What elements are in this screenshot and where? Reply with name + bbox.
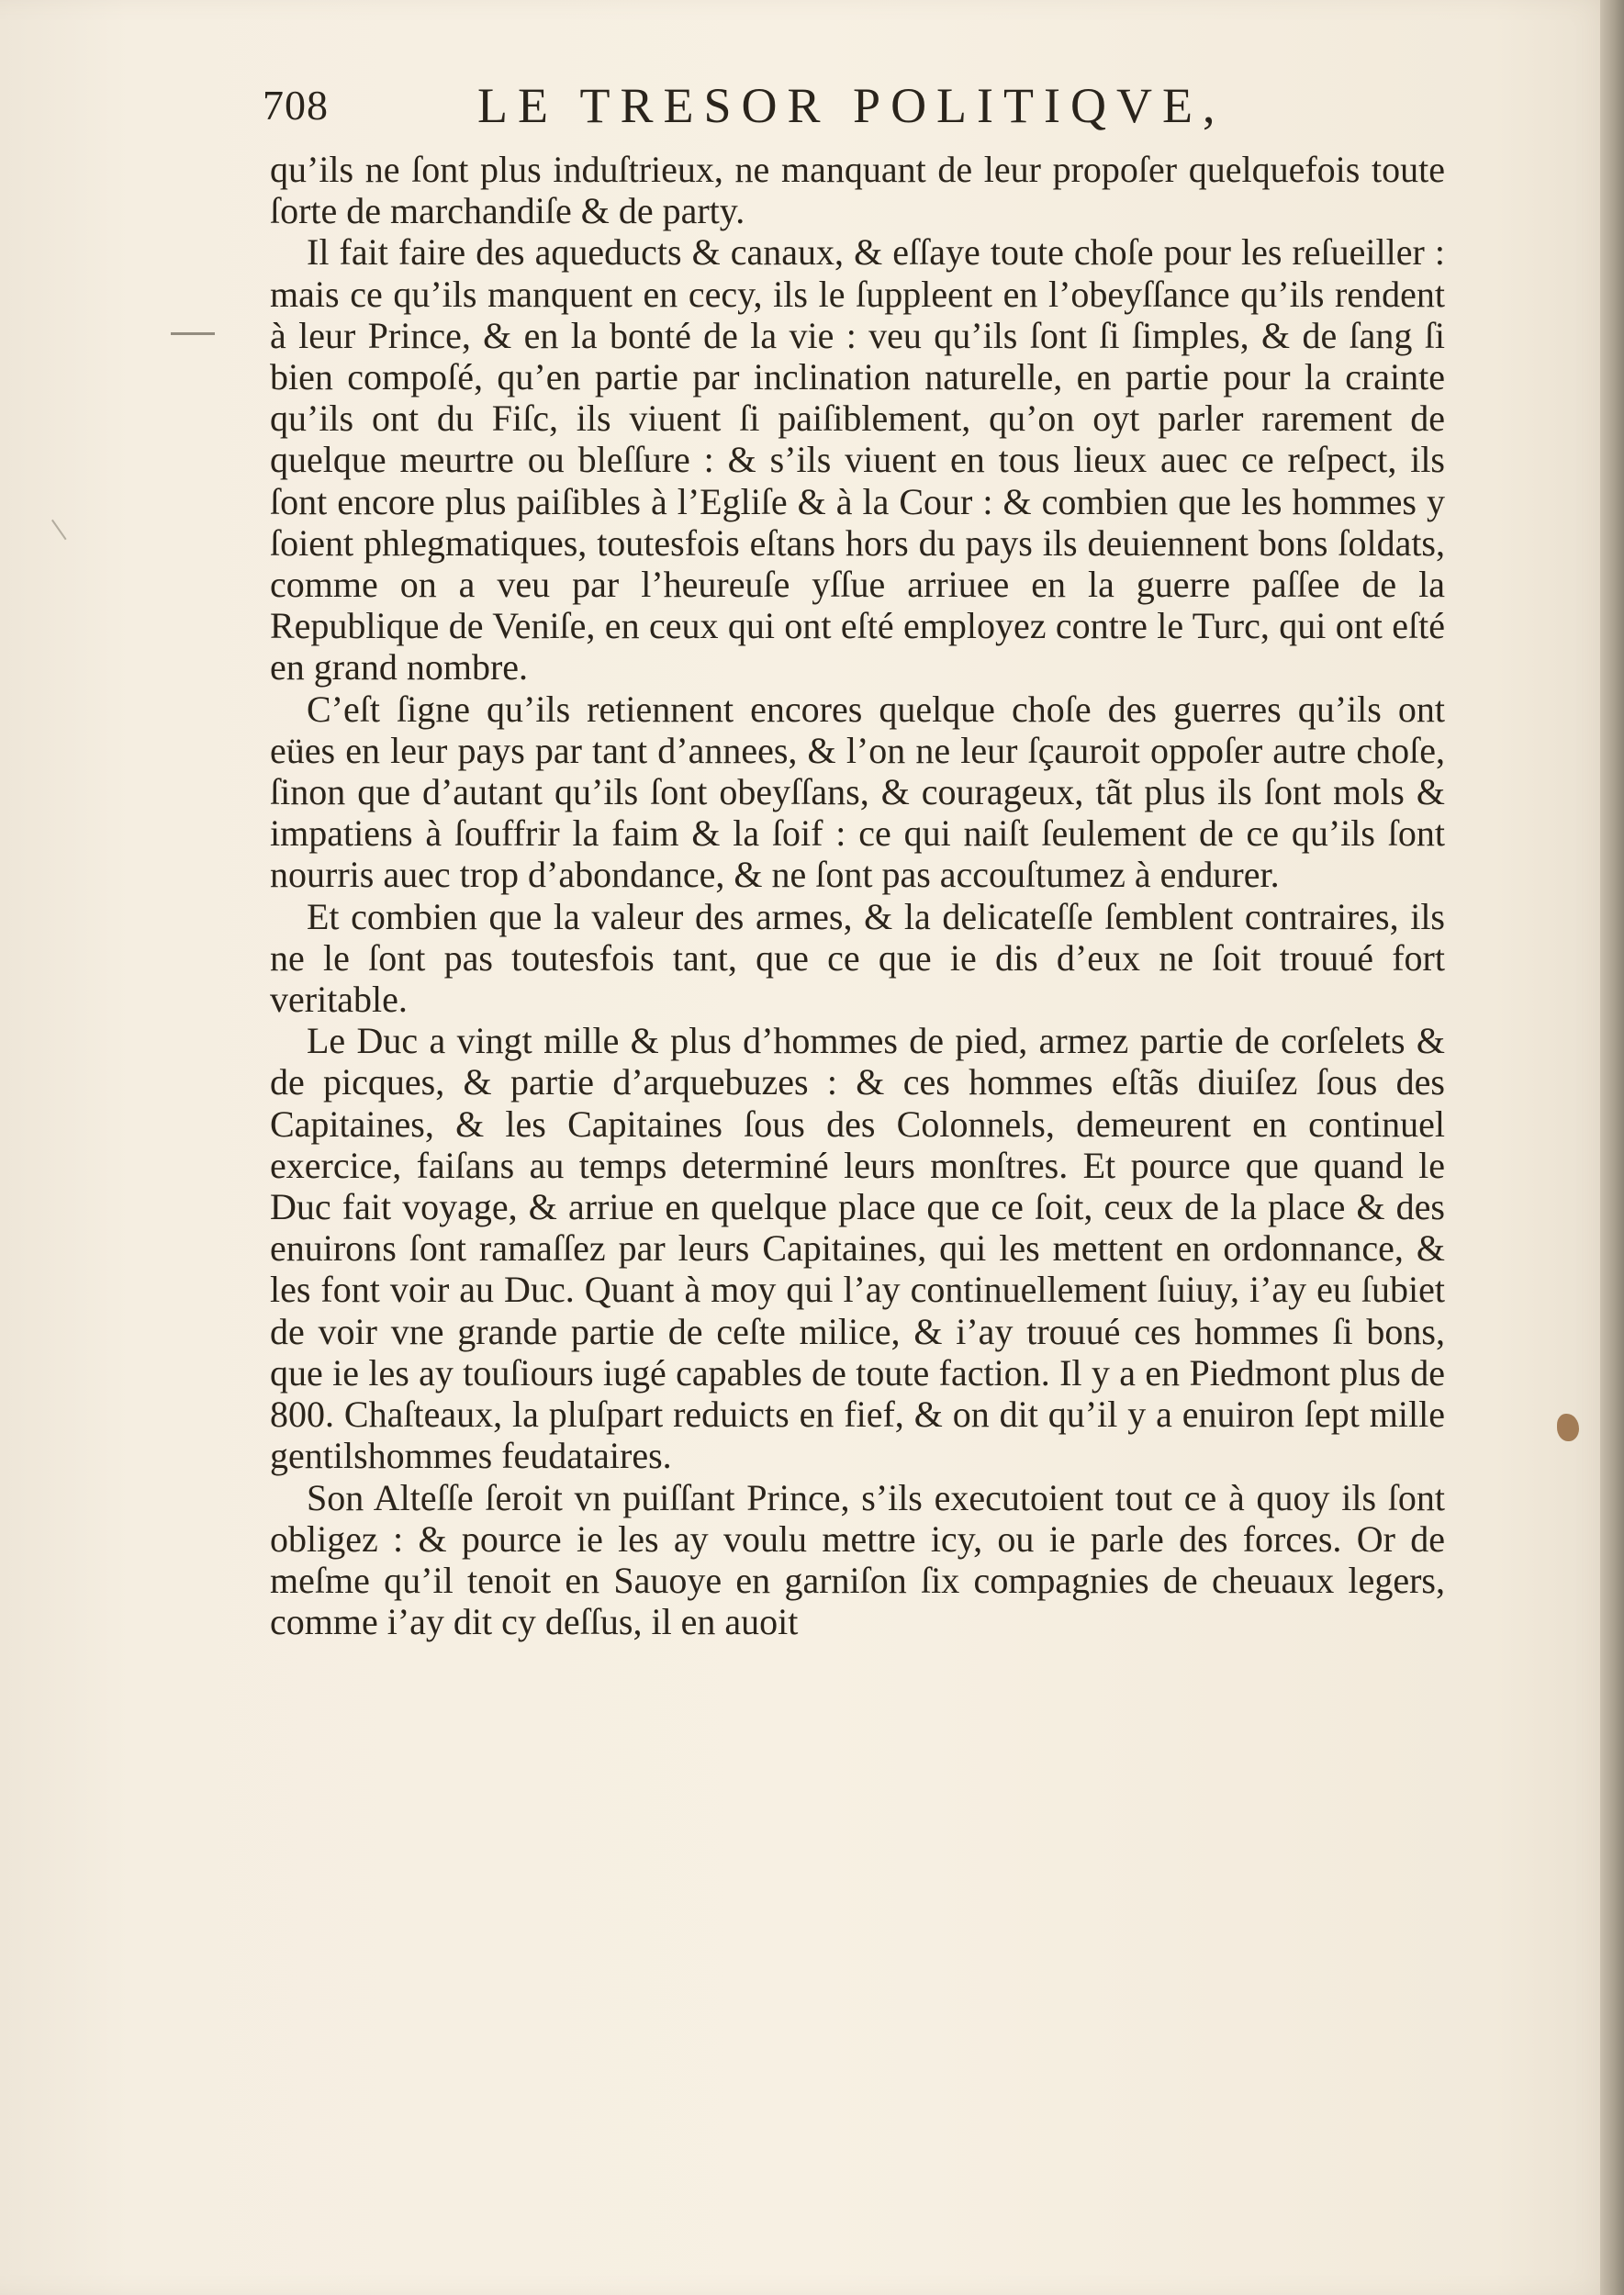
paragraph-5: Le Duc a vingt mille & plus d’hommes de pied, armez partie de corſelets & de picques, & partie d’arquebuzes : & ces hommes eſtãs diuiſez ſous des Capitaines, & les Capitaines ſous des Colonnels, demeurent en continuel exercice, faiſans au temps determiné leurs monſtres. Et pource que quand le Duc fait voyage, & arriue en quelque place que ce ſoit, ceux de la place & des enuirons ſont ramaſſez par leurs Capitaines, qui les mettent en ordonnance, & les font voir au Duc. Quant à moy qui l’ay continuellement ſuiuy, i’ay eu ſubiet de voir vne grande partie de ceſte milice, & i’ay trouué ces hommes ſi bons, que ie les ay touſiours iugé capables de toute faction. Il y a en Piedmont plus de 800. Chaſteaux, la pluſpart reduicts en fief, & on dit qu’il y a enuiron ſept mille gentilshommes feudataires. (270, 1020, 1445, 1477)
body-text (270, 149, 1445, 1642)
page-number: 708 (263, 82, 329, 129)
paragraph-1: qu’ils ne ſont plus induſtrieux, ne manquant de leur propoſer quelquefois toute ſorte de marchandiſe & de party. (270, 149, 1445, 232)
ink-blot (1557, 1414, 1579, 1441)
paragraph-6: Son Alteſſe ſeroit vn puiſſant Prince, s’ils executoient tout ce à quoy ils ſont obligez : & pource ie les ay voulu mettre icy, ou ie parle des forces. Or de meſme qu’il tenoit en Sauoye en garniſon ſix compagnies de cheuaux legers, comme i’ay dit cy deſſus, il en auoit (270, 1476, 1445, 1643)
margin-ink-mark (171, 332, 215, 335)
paragraph-2: Il fait faire des aqueducts & canaux, & eſſaye toute choſe pour les reſueiller : mais ce qu’ils manquent en cecy, ils le ſuppleent en l’obeyſſance qu’ils rendent à leur Prince, & en la bonté de la vie : veu qu’ils ſont ſi ſimples, & de ſang ſi bien compoſé, qu’en partie par inclination naturelle, en partie pour la crainte qu’ils ont du Fiſc, ils viuent ſi paiſiblement, qu’on oyt parler rarement de quelque meurtre ou bleſſure : & s’ils viuent en tous lieux auec ce reſpect, ils ſont encore plus paiſibles à l’Egliſe & à la Cour : & combien que les hommes y ſoient phlegmatiques, toutesfois eſtans hors du pays ils deuiennent bons ſoldats, comme on a veu par l’heureuſe yſſue arriuee en la guerre paſſee de la Republique de Veniſe, en ceux qui ont eſté employez contre le Turc, qui ont eſté en grand nombre. (270, 231, 1445, 688)
page-header (255, 75, 1449, 140)
book-spine-shadow (1600, 0, 1624, 2295)
paragraph-3: C’eſt ſigne qu’ils retiennent encores quelque choſe des guerres qu’ils ont eües en leur pays par tant d’annees, & l’on ne leur ſçauroit oppoſer autre choſe, ſinon que d’autant qu’ils ſont obeyſſans, & courageux, tãt plus ils ſont mols & impatiens à ſouffrir la faim & la ſoif : ce qui naiſt ſeulement de ce qu’ils ſont nourris auec trop d’abondance, & ne ſont pas accouſtumez à endurer. (270, 688, 1445, 896)
margin-pencil-mark (51, 512, 77, 540)
running-title: LE TRESOR POLITIQVE, (477, 78, 1226, 133)
paragraph-4: Et combien que la valeur des armes, & la delicateſſe ſemblent contraires, ils ne le ſont pas toutesfois tant, que ce que ie dis d’eux ne ſoit trouué fort veritable. (270, 895, 1445, 1021)
